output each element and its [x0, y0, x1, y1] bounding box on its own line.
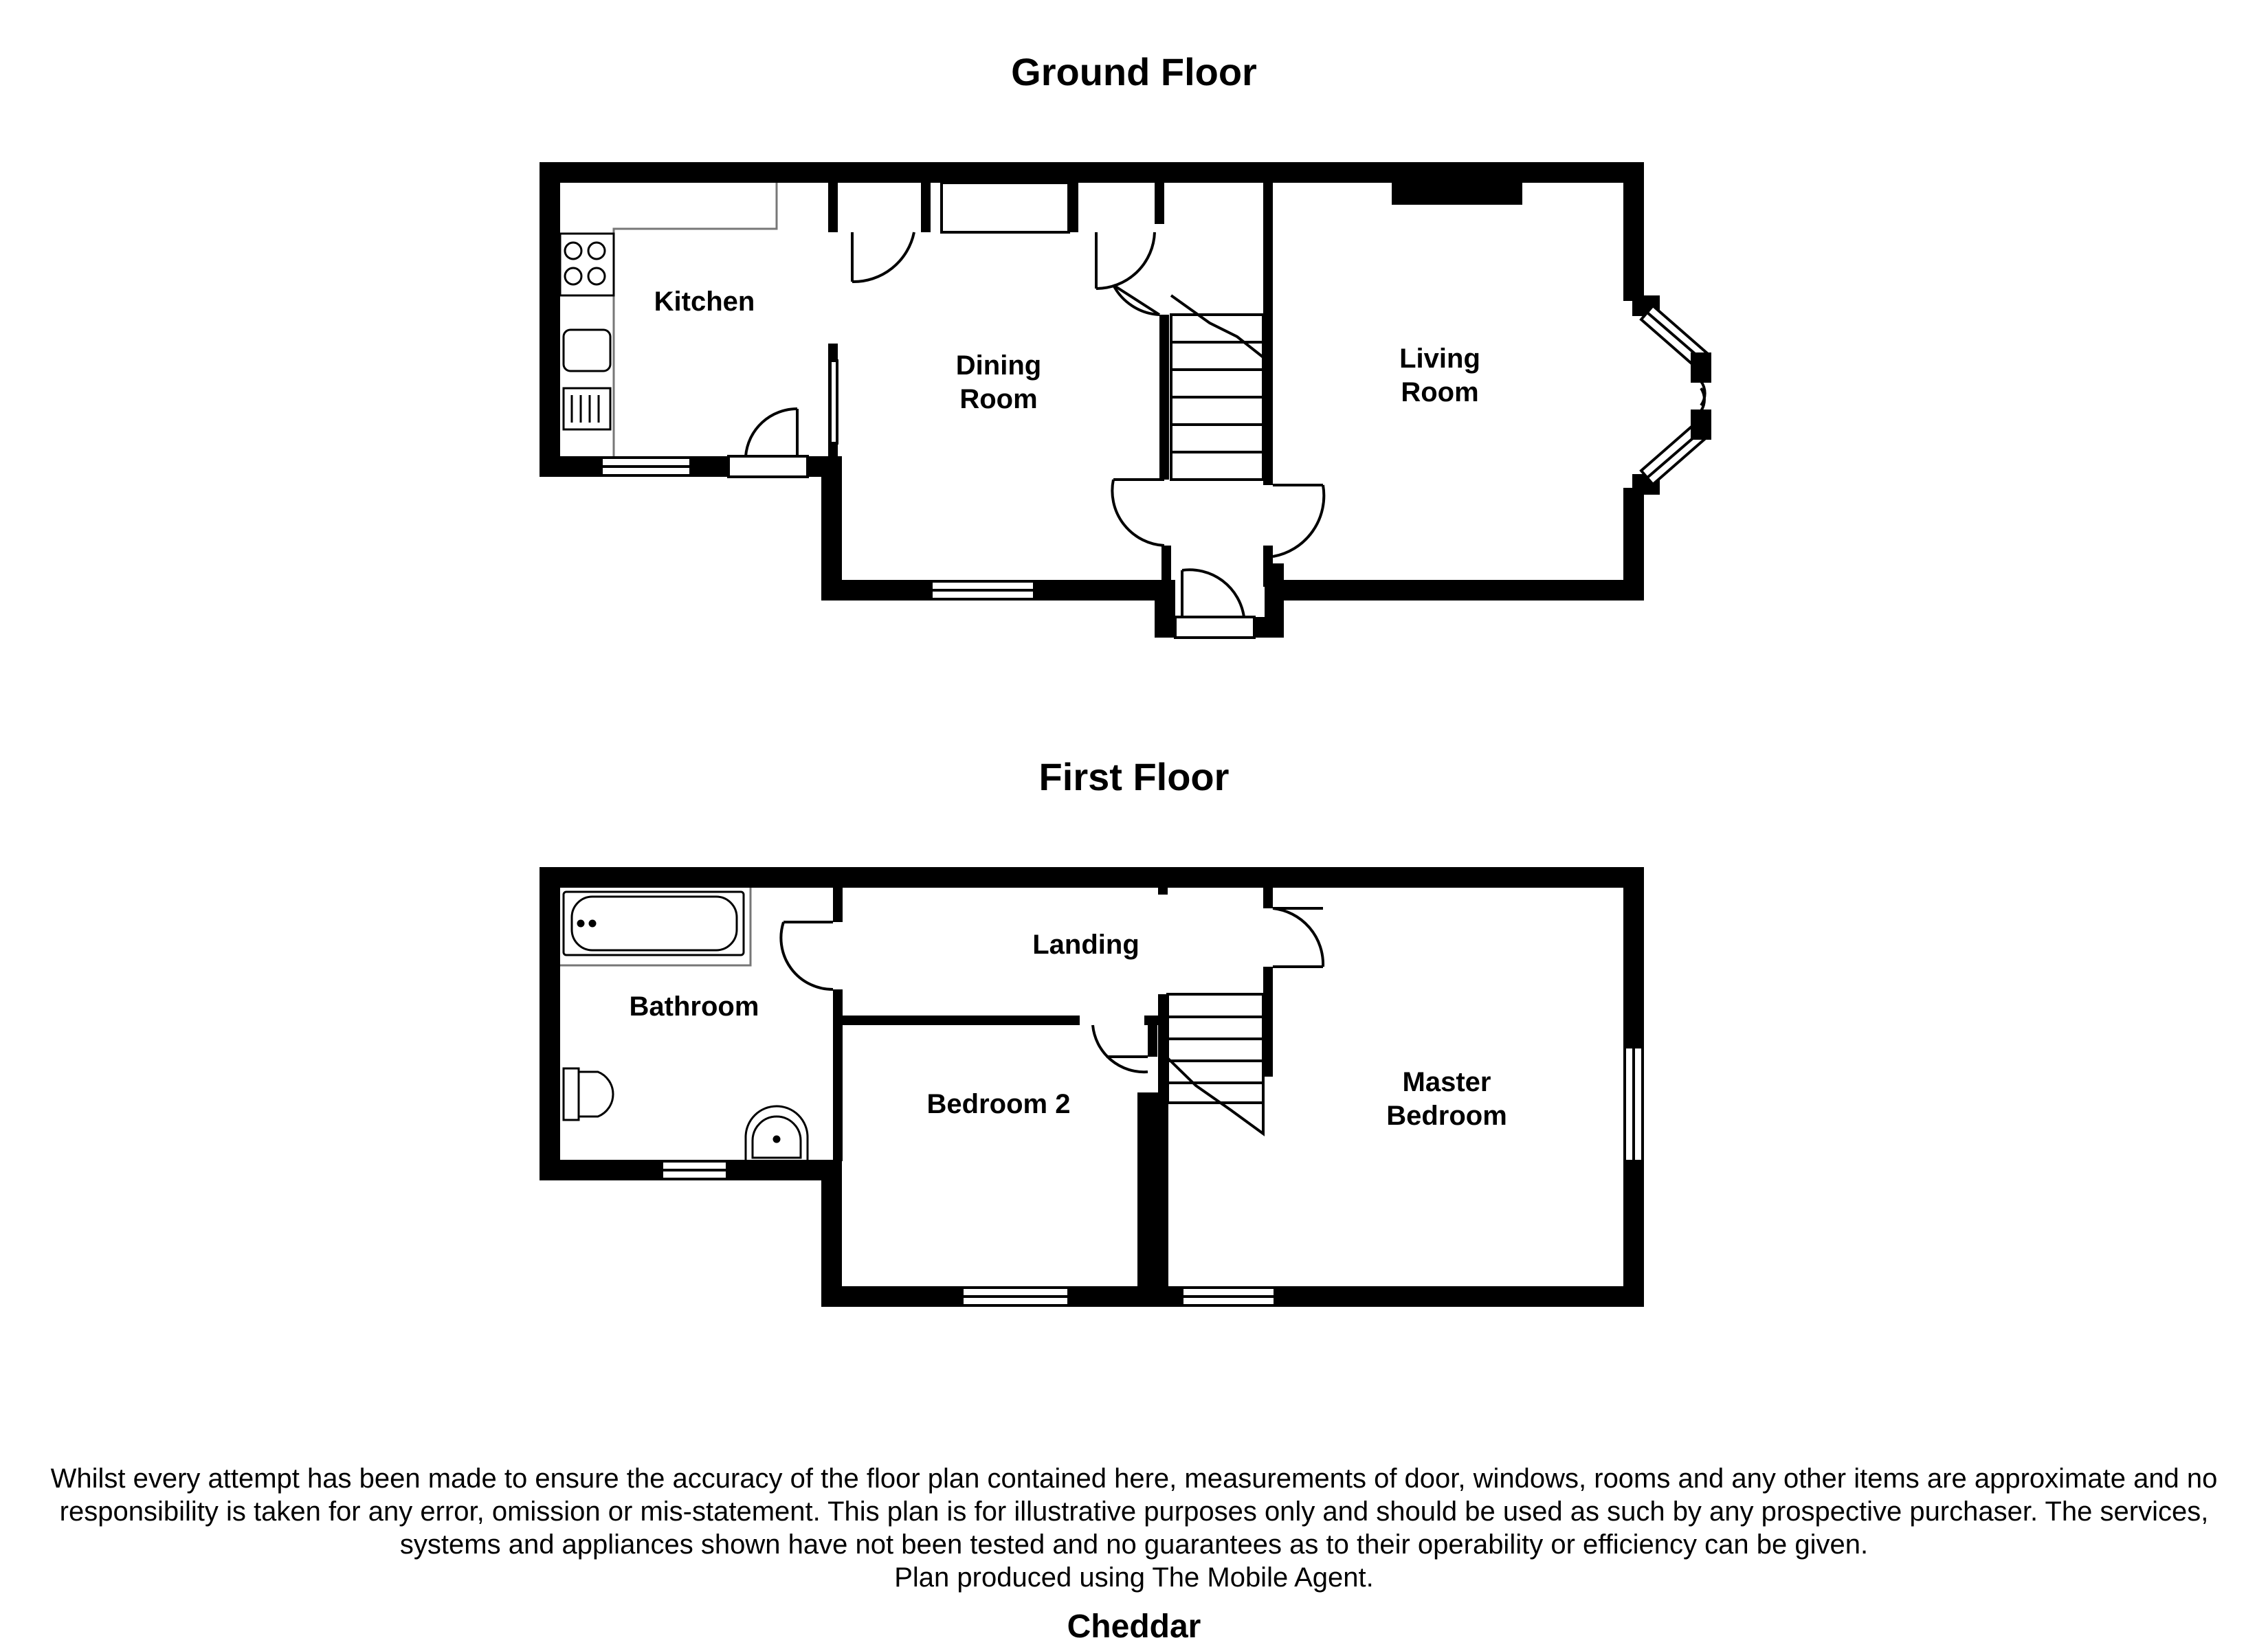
room-label-living-2: Room [1401, 377, 1479, 407]
room-label-kitchen: Kitchen [654, 287, 755, 317]
kitchen-units [560, 183, 777, 456]
bathroom-fixtures [560, 888, 808, 1161]
ground-floor-stairs [1171, 295, 1263, 480]
room-label-dining-2: Room [959, 384, 1038, 414]
room-label-dining-1: Dining [955, 350, 1042, 381]
first-floor-plan [540, 867, 1644, 1307]
ground-floor-title: Ground Floor [1011, 50, 1257, 93]
room-label-master-2: Bedroom [1386, 1101, 1507, 1131]
bay-window [1641, 306, 1710, 484]
disclaimer-line: Plan produced using The Mobile Agent. [894, 1562, 1374, 1593]
room-label-living-1: Living [1399, 344, 1480, 374]
ground-floor-doors [729, 232, 1324, 638]
first-floor-stairs [1168, 994, 1263, 1134]
ground-floor-walls [540, 162, 1660, 638]
disclaimer-line: Whilst every attempt has been made to ensure the accuracy of the floor plan contained here, measurements of door, windows, rooms and any other items are approximate and no [50, 1463, 2218, 1494]
disclaimer-line: responsibility is taken for any error, omission or mis-statement. This plan is for illustrative purposes only and should be used as such by any prospective purchaser. The services, [59, 1496, 2209, 1527]
disclaimer-text [14, 1462, 2254, 1594]
room-label-bathroom: Bathroom [629, 991, 759, 1022]
room-label-master-1: Master [1402, 1067, 1491, 1097]
room-label-bedroom2: Bedroom 2 [926, 1089, 1071, 1119]
ground-floor-plan [540, 162, 1710, 638]
first-floor-title: First Floor [1038, 755, 1230, 798]
location-label: Cheddar [1067, 1608, 1201, 1645]
room-label-landing: Landing [1032, 930, 1139, 960]
disclaimer-line: systems and appliances shown have not been tested and no guarantees as to their operability or efficiency can be given. [399, 1529, 1869, 1560]
